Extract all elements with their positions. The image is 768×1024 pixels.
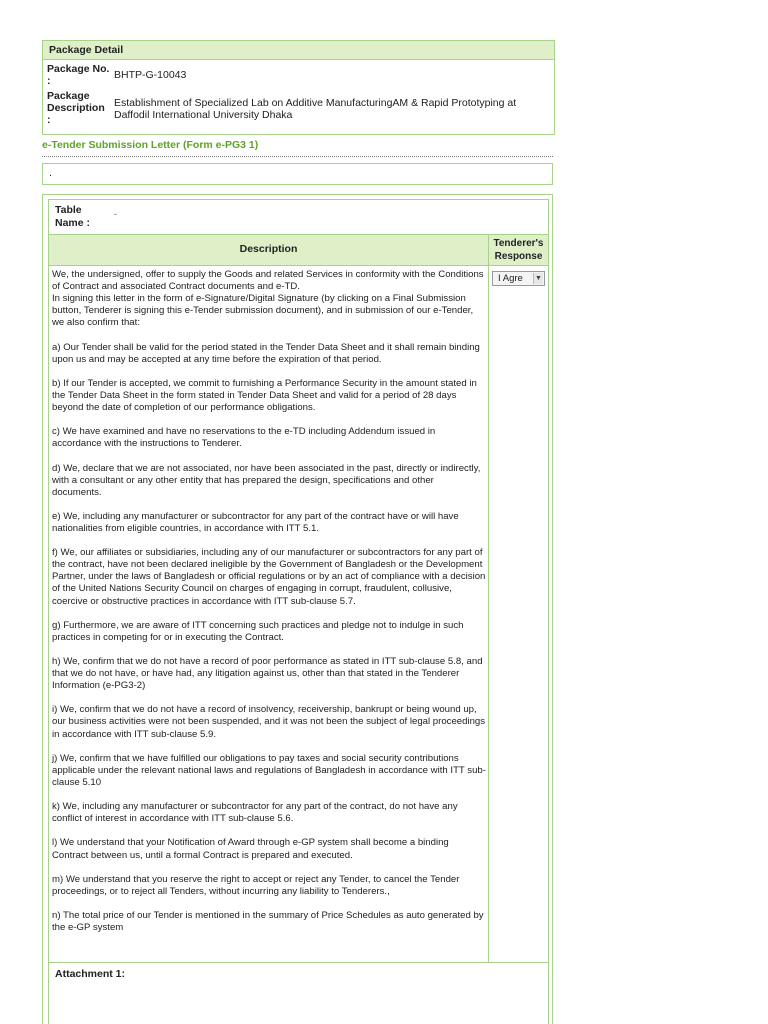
tenderer-response-value: I Agre [498, 273, 523, 284]
dropdown-arrow-icon[interactable]: ▼ [533, 273, 543, 284]
attachment-label: Attachment 1: [55, 968, 126, 980]
package-no-row [43, 60, 554, 88]
table-name-label: Table Name : [55, 204, 91, 229]
column-header-description: Description [239, 243, 298, 255]
submission-letter-text: We, the undersigned, offer to supply the Goods and related Services in conformity with the Conditions of Contract and associated Contract documents and e-TD. In signing this letter in the form of e-Signature/Digital Signature (by clicking on a Final Submission button, Tenderer is signing this e-Tender submission document), and in submission of our e-Tender, we also confirm that: a) Our Tender shall be valid for the period stated in the Tender Data Sheet and it shall remain binding upon us and may be accepted at any time before the expiration of that period. b) If our Tender is accepted, we commit to furnishing a Performance Security in the amount stated in the Tender Data Sheet in the form stated in Tender Data Sheet and valid for a period of 28 days beyond the date of completion of our performance obligations. c) We have examined and have no reservations to the e-TD including Addendum issued in accordance with the instructions to Tenderer. d) We, declare that we are not associated, nor have been associated in the past, directly or indirectly, with a consultant or any other entity that has prepared the design, specifications and other documents. e) We, including any manufacturer or subcontractor for any part of the contract have or will have nationalities from eligible countries, in accordance with ITT 5.1. f) We, our affiliates or subsidiaries, including any of our manufacturer or subcontractors for any part of the contract, have not been declared ineligible by the Government of Bangladesh or the Development Partner, under the laws of Bangladesh or official regulations or by an act of compliance with a decision of the United Nations Security Council on charges of engaging in corrupt, fraudulent, collusive, coercive or obstructive practices in accordance with ITT sub-clause 5.7. g) Furthermore, we are aware of ITT concerning such practices and pledge not to indulge in such practices in competing for or in executing the Contract. h) We, confirm that we do not have a record of poor performance as stated in ITT sub-clause 5.8, and that we do not have, or have had, any litigation against us, other than that stated in the Tenderer Information (e-PG3-2) i) We, confirm that we do not have a record of insolvency, receivership, bankrupt or being wound up, our business activities were not been suspended, and it was not been the subject of legal proceedings in accordance with ITT sub-clause 5.9. j) We, confirm that we have fulfilled our obligations to pay taxes and social security contributions applicable under the relevant national laws and regulations of Bangladesh in accordance with ITT sub-clause 5.10 k) We, including any manufacturer or subcontractor for any part of the contract, do not have any conflict of interest in accordance with ITT sub-clause 5.6. l) We understand that your Notification of Award through e-GP system shall become a binding Contract between us, until a formal Contract is prepared and executed. m) We understand that you reserve the right to accept or reject any Tender, to cancel the Tender proceedings, or to reject all Tenders, without incurring any liability to Tenderers., n) The total price of our Tender is mentioned in the summary of Price Schedules as auto generated by the e-GP system [52, 269, 486, 934]
package-detail-box [42, 40, 555, 135]
package-detail-title: Package Detail [43, 41, 554, 60]
package-description-row [43, 88, 554, 134]
table-row-divider [49, 962, 548, 963]
table-name-value: - [114, 209, 117, 219]
package-no-value: BHTP-G-10043 [114, 69, 187, 81]
column-header-response: Tenderer's Response [493, 238, 544, 262]
package-no-label: Package No. : [47, 63, 110, 87]
section-divider [42, 156, 553, 157]
package-description-value: Establishment of Specialized Lab on Additive ManufacturingAM & Rapid Prototyping at Daffodil International University Dhaka [114, 97, 517, 121]
tenderer-response-select[interactable] [492, 271, 545, 286]
form-section-title: e-Tender Submission Letter (Form e-PG3 1) [42, 139, 259, 151]
info-box [42, 163, 553, 185]
info-box-value: . [49, 167, 53, 179]
column-divider [488, 235, 489, 963]
package-description-label: Package Description : [47, 90, 105, 126]
